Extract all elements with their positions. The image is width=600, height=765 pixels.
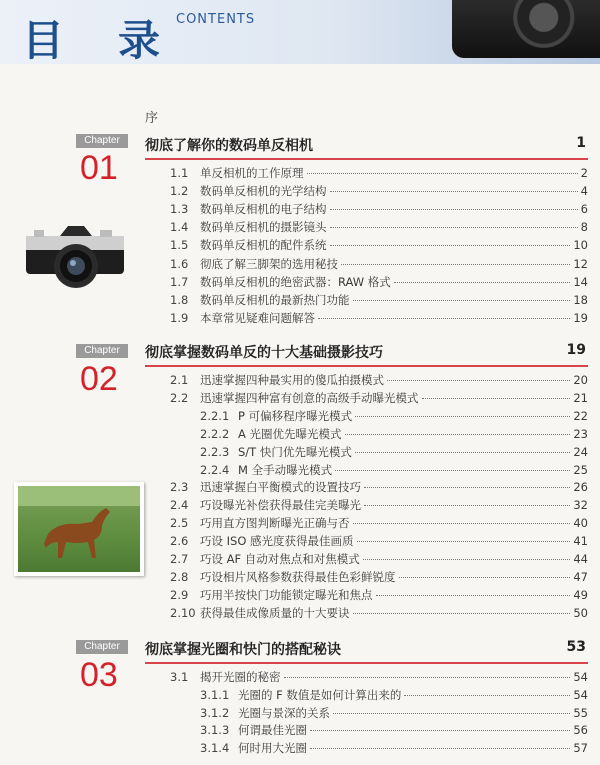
dot-leader bbox=[422, 398, 571, 399]
dot-leader bbox=[330, 191, 578, 192]
toc-entry-title: S/T 快门优先曝光模式 bbox=[238, 444, 352, 459]
toc-entry-number: 2.8 bbox=[170, 569, 189, 584]
toc-entry-number: 2.5 bbox=[170, 516, 189, 531]
toc-entry[interactable] bbox=[170, 587, 588, 605]
toc-entry-number: 2.2.2 bbox=[200, 426, 230, 441]
title-char-1: 目 bbox=[22, 16, 67, 65]
toc-entry-number: 1.3 bbox=[170, 202, 189, 217]
toc-entry-number: 1.4 bbox=[170, 220, 189, 235]
toc-entry-page: 40 bbox=[573, 516, 588, 531]
toc-entry-number: 2.9 bbox=[170, 587, 189, 602]
dot-leader bbox=[394, 282, 571, 283]
toc-entry[interactable] bbox=[170, 669, 588, 687]
toc-entry[interactable] bbox=[170, 533, 588, 551]
toc-entry[interactable] bbox=[170, 310, 588, 328]
toc-entry-title: 巧设曝光补偿获得最佳完美曝光 bbox=[200, 498, 361, 513]
toc-entry-title: 巧用半按快门功能锁定曝光和焦点 bbox=[200, 587, 373, 602]
toc-entry[interactable] bbox=[170, 497, 588, 515]
toc-entry-number: 1.5 bbox=[170, 238, 189, 253]
toc-entry-title: 数码单反相机的光学结构 bbox=[200, 184, 327, 199]
toc-entry-page: 19 bbox=[573, 310, 588, 325]
toc-entry-page: 32 bbox=[573, 498, 588, 513]
toc-entry-number: 2.2.3 bbox=[200, 444, 230, 459]
dot-leader bbox=[330, 209, 578, 210]
toc-entry-title: 数码单反相机的电子结构 bbox=[200, 202, 327, 217]
toc-entry-page: 57 bbox=[573, 741, 588, 756]
title-char-2: 录 bbox=[118, 16, 163, 65]
toc-entry-number: 2.6 bbox=[170, 534, 189, 549]
toc-entry-page: 25 bbox=[573, 462, 588, 477]
toc-entry[interactable] bbox=[200, 408, 588, 426]
toc-entry[interactable] bbox=[170, 183, 588, 201]
toc-entry[interactable] bbox=[170, 515, 588, 533]
toc-entry-number: 3.1.4 bbox=[200, 741, 230, 756]
toc-entry-page: 56 bbox=[573, 723, 588, 738]
dot-leader bbox=[310, 730, 570, 731]
toc-entry-title: A 光圈优先曝光模式 bbox=[238, 426, 342, 441]
toc-entry-title: 迅速掌握四种最实用的傻瓜拍摄模式 bbox=[200, 373, 384, 387]
toc-entry[interactable] bbox=[170, 165, 588, 183]
dot-leader bbox=[363, 559, 571, 560]
toc-entry-page: 12 bbox=[573, 256, 588, 271]
toc-entry-title: 光圈的 F 数值是如何计算出来的 bbox=[238, 687, 402, 702]
toc-entry-title: 巧设 AF 自动对焦点和对焦模式 bbox=[200, 552, 360, 566]
dot-leader bbox=[341, 264, 570, 265]
toc-entry-number: 3.1.1 bbox=[200, 687, 230, 702]
dot-leader bbox=[333, 713, 570, 714]
toc-entry-page: 47 bbox=[573, 569, 588, 584]
toc-entry-title: 巧设相片风格参数获得最佳色彩鲜锐度 bbox=[200, 569, 396, 584]
chapter-title-02[interactable] bbox=[145, 342, 588, 367]
chapter-number-02: 02 bbox=[80, 360, 118, 398]
toc-entry-page: 50 bbox=[573, 605, 588, 620]
toc-entry-number: 2.3 bbox=[170, 480, 189, 495]
preface-label: 序 bbox=[145, 111, 159, 126]
dot-leader bbox=[353, 300, 571, 301]
dot-leader bbox=[330, 227, 578, 228]
dot-leader bbox=[364, 487, 570, 488]
toc-entry-number: 2.4 bbox=[170, 498, 189, 513]
toc-entry-number: 1.1 bbox=[170, 166, 189, 180]
toc-entry-title: 巧设 ISO 感光度获得最佳画质 bbox=[200, 534, 354, 549]
toc-entry[interactable] bbox=[170, 292, 588, 310]
horse-icon bbox=[18, 486, 140, 572]
toc-entry-page: 24 bbox=[573, 444, 588, 459]
chapter-badge-03: Chapter bbox=[76, 640, 128, 654]
toc-entry[interactable] bbox=[200, 687, 588, 705]
toc-entry-page: 54 bbox=[573, 687, 588, 702]
toc-entry-number: 2.2 bbox=[170, 390, 189, 405]
chapter-number-03: 03 bbox=[80, 656, 118, 694]
chapter-title-text: 彻底了解你的数码单反相机 bbox=[145, 138, 313, 154]
toc-entry-number: 1.8 bbox=[170, 292, 189, 307]
dot-leader bbox=[376, 595, 571, 596]
toc-entry-title: 数码单反相机的绝密武器：RAW 格式 bbox=[200, 274, 391, 289]
toc-entry[interactable] bbox=[200, 705, 588, 723]
toc-entry-page: 14 bbox=[573, 274, 588, 289]
toc-entry-number: 2.1 bbox=[170, 373, 189, 387]
toc-entry-number: 2.2.4 bbox=[200, 462, 230, 477]
toc-entry-number: 2.10 bbox=[170, 605, 196, 620]
dot-leader bbox=[399, 577, 571, 578]
chapter-badge-02: Chapter bbox=[76, 344, 128, 358]
toc-entry-page: 41 bbox=[573, 534, 588, 549]
toc-entry-number: 3.1.2 bbox=[200, 705, 230, 720]
dot-leader bbox=[353, 523, 571, 524]
toc-entry-page: 49 bbox=[573, 587, 588, 602]
dot-leader bbox=[364, 505, 570, 506]
toc-entry[interactable] bbox=[170, 219, 588, 237]
toc-entry[interactable] bbox=[170, 390, 588, 408]
toc-entry-number: 1.7 bbox=[170, 274, 189, 289]
chapter-page: 53 bbox=[566, 639, 586, 655]
toc-entry-title: 光圈与景深的关系 bbox=[238, 705, 330, 720]
toc-entry-page: 55 bbox=[573, 705, 588, 720]
toc-entry[interactable] bbox=[170, 201, 588, 219]
toc-entry-page: 22 bbox=[573, 408, 588, 423]
toc-entry-number: 3.1 bbox=[170, 670, 189, 684]
toc-entry-number: 2.7 bbox=[170, 552, 189, 566]
toc-entry-page: 26 bbox=[573, 480, 588, 495]
toc-entry-page: 4 bbox=[580, 184, 588, 199]
toc-entry-page: 18 bbox=[573, 292, 588, 307]
toc-entry[interactable] bbox=[200, 740, 588, 758]
toc-entry-title: 何谓最佳光圈 bbox=[238, 723, 307, 738]
toc-entry[interactable] bbox=[200, 462, 588, 480]
toc-entry-number: 1.2 bbox=[170, 184, 189, 199]
toc-entry-title: M 全手动曝光模式 bbox=[238, 462, 333, 477]
dot-leader bbox=[355, 452, 571, 453]
chapter-title-01[interactable] bbox=[145, 135, 588, 160]
toc-entry-title: 何时用大光圈 bbox=[238, 741, 307, 756]
chapter-number-01: 01 bbox=[80, 149, 118, 187]
title-subtitle: CONTENTS bbox=[176, 12, 256, 27]
toc-entry[interactable] bbox=[200, 426, 588, 444]
toc-entry-number: 2.2.1 bbox=[200, 408, 230, 423]
toc-entry[interactable] bbox=[170, 479, 588, 497]
chapter-title-text: 彻底掌握光圈和快门的搭配秘诀 bbox=[145, 642, 341, 658]
toc-entry-title: P 可偏移程序曝光模式 bbox=[238, 408, 353, 423]
chapter-title-text: 彻底掌握数码单反的十大基础摄影技巧 bbox=[145, 345, 383, 361]
horse-photo bbox=[14, 482, 144, 576]
toc-entry-page: 44 bbox=[573, 552, 588, 566]
toc-entry[interactable] bbox=[170, 605, 588, 623]
dot-leader bbox=[335, 470, 570, 471]
toc-entry-page: 2 bbox=[580, 166, 588, 180]
toc-entry[interactable] bbox=[170, 274, 588, 292]
toc-entry-title: 彻底了解三脚架的选用秘技 bbox=[200, 256, 338, 271]
dot-leader bbox=[307, 173, 578, 174]
dot-leader bbox=[355, 416, 570, 417]
dot-leader bbox=[404, 695, 570, 696]
toc-entry-title: 迅速掌握白平衡模式的设置技巧 bbox=[200, 480, 361, 495]
chapter-title-03[interactable] bbox=[145, 639, 588, 664]
toc-entry[interactable] bbox=[170, 237, 588, 255]
toc-entry-title: 巧用直方图判断曝光正确与否 bbox=[200, 516, 350, 531]
toc-entry-page: 8 bbox=[580, 220, 588, 235]
toc-entry-title: 数码单反相机的最新热门功能 bbox=[200, 292, 350, 307]
toc-entry-page: 6 bbox=[580, 202, 588, 217]
toc-entry[interactable] bbox=[170, 372, 588, 390]
dot-leader bbox=[310, 748, 570, 749]
toc-entry-number: 3.1.3 bbox=[200, 723, 230, 738]
toc-entry-page: 54 bbox=[573, 670, 588, 684]
toc-entry-title: 数码单反相机的配件系统 bbox=[200, 238, 327, 253]
toc-entry[interactable] bbox=[200, 444, 588, 462]
dot-leader bbox=[387, 380, 570, 381]
toc-entry-title: 迅速掌握四种富有创意的高级手动曝光模式 bbox=[200, 390, 419, 405]
toc-entry-number: 1.9 bbox=[170, 310, 189, 325]
dot-leader bbox=[345, 434, 571, 435]
toc-entry[interactable] bbox=[200, 722, 588, 740]
camera-lens-photo bbox=[452, 0, 600, 58]
toc-entry-number: 1.6 bbox=[170, 256, 189, 271]
chapter-badge-01: Chapter bbox=[76, 134, 128, 148]
header-banner bbox=[0, 0, 600, 64]
dot-leader bbox=[284, 677, 571, 678]
toc-entry[interactable] bbox=[170, 256, 588, 274]
toc-entry-title: 单反相机的工作原理 bbox=[200, 166, 304, 180]
dot-leader bbox=[330, 245, 571, 246]
dot-leader bbox=[357, 541, 571, 542]
toc-entry-page: 21 bbox=[573, 390, 588, 405]
toc-entry-title: 揭开光圈的秘密 bbox=[200, 670, 281, 684]
dot-leader bbox=[353, 613, 571, 614]
toc-entry-page: 10 bbox=[573, 238, 588, 253]
dot-leader bbox=[318, 318, 570, 319]
toc-entry-title: 获得最佳成像质量的十大要诀 bbox=[200, 605, 350, 620]
chapter-page: 1 bbox=[576, 135, 586, 151]
toc-entry-page: 23 bbox=[573, 426, 588, 441]
toc-entry-title: 本章常见疑难问题解答 bbox=[200, 310, 315, 325]
film-camera-photo bbox=[22, 222, 128, 294]
toc-entry-title: 数码单反相机的摄影镜头 bbox=[200, 220, 327, 235]
chapter-page: 19 bbox=[566, 342, 586, 358]
toc-entry[interactable] bbox=[170, 551, 588, 569]
toc-entry-page: 20 bbox=[573, 373, 588, 387]
toc-entry[interactable] bbox=[170, 569, 588, 587]
